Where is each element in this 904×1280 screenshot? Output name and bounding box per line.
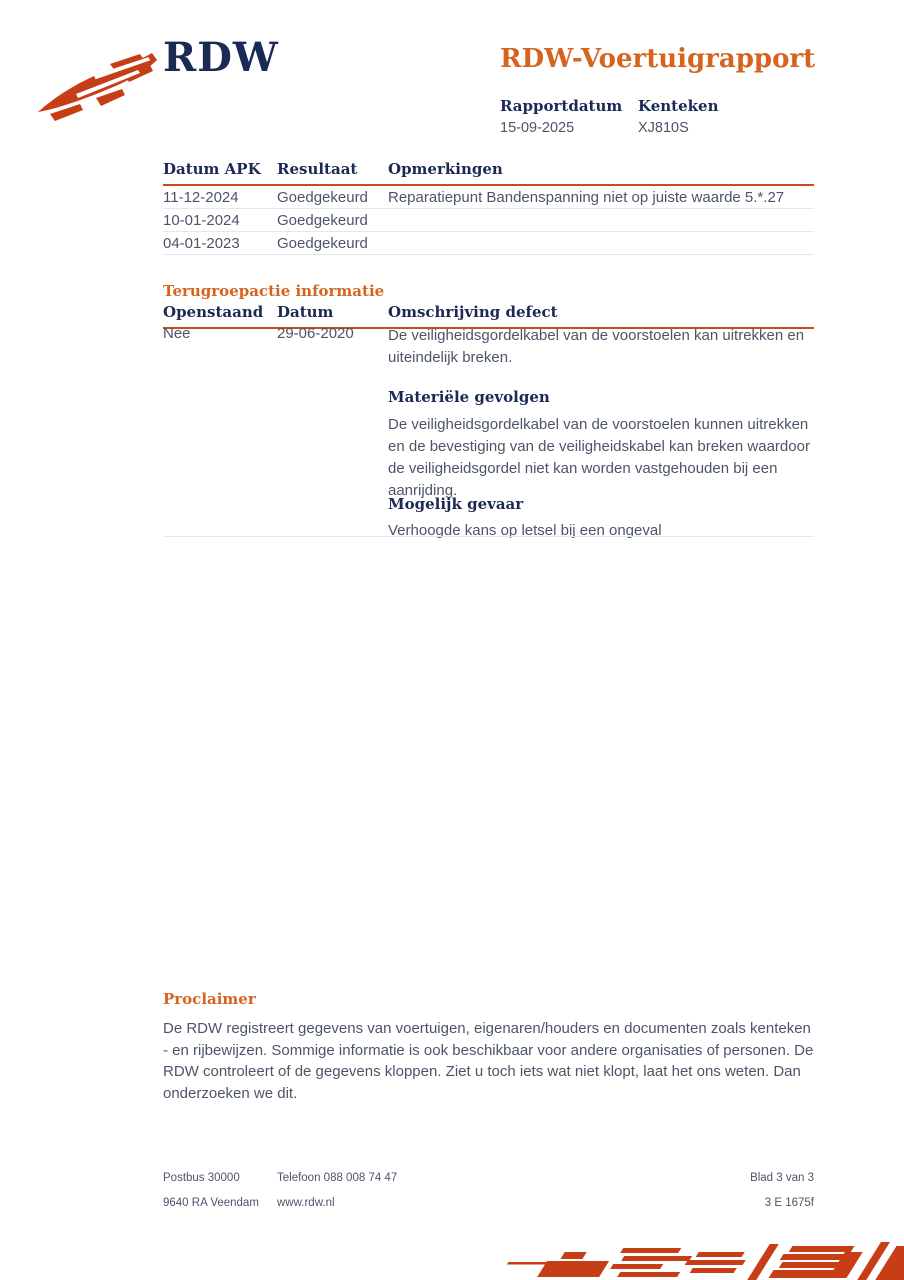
recall-col-header-omschrijving: Omschrijving defect [388,303,558,321]
table-row [163,209,814,232]
proclaimer-title: Proclaimer [163,990,256,1008]
table-row [163,232,814,255]
license-plate-block [638,97,718,136]
footer-row [163,1197,814,1209]
apk-date: 04-01-2023 [163,235,240,252]
apk-date: 11-12-2024 [163,189,239,206]
apk-remark [388,212,814,229]
table-row [163,186,814,209]
apk-col-header-resultaat: Resultaat [277,160,358,178]
possible-danger-block [388,495,823,542]
footer-city: 9640 RA Veendam [163,1197,259,1209]
page-title: RDW-Voertuigrapport [500,44,816,74]
license-plate-value: XJ810S [638,120,689,136]
apk-history-table [163,160,814,255]
report-date-label: Rapportdatum [500,97,623,115]
recall-open-status: Nee [163,325,191,342]
rdw-logo-wordmark: RDW [163,34,279,81]
apk-col-header-datum: Datum APK [163,160,261,178]
recall-section-title: Terugroepactie informatie [163,282,385,300]
footer-page-number: Blad 3 van 3 [750,1172,814,1184]
apk-date: 10-01-2024 [163,212,240,229]
speed-stripes-icon [504,1234,904,1280]
recall-defect-description: De veiligheidsgordelkabel van de voorstoelen kan uitrekken en uiteindelijk breken. [388,327,805,366]
rdw-feather-logo-icon [36,50,164,122]
recall-col-header-openstaand: Openstaand [163,303,264,321]
possible-danger-text: Verhoogde kans op letsel bij een ongeval [388,522,662,539]
apk-table-header-row [163,160,814,186]
apk-remark: Reparatiepunt Bandenspanning niet op juiste waarde 5.*.27 [388,189,785,206]
apk-result: Goedgekeurd [277,235,368,252]
report-date-value: 15-09-2025 [500,120,575,136]
license-plate-label: Kenteken [638,97,719,115]
material-consequences-text: De veiligheidsgordelkabel van de voorstoelen kunnen uitrekken en de bevestiging van de veiligheidskabel kan breken waardoor de veiligheidsgordel niet kan worden vastgehouden bij een aanrijding. [388,416,810,499]
proclaimer-text: De RDW registreert gegevens van voertuigen, eigenaren/houders en documenten zoals kenteken - en rijbewijzen. Sommige informatie is ook beschikbaar voor andere organisaties of personen. De RDW controleert of de gegevens kloppen. Ziet u toch iets wat niet klopt, laat het ons weten. Dan onderzoeken we dit. [163,1020,814,1102]
apk-result: Goedgekeurd [277,212,368,229]
apk-col-header-opmerkingen: Opmerkingen [388,160,503,178]
footer-phone: Telefoon 088 008 74 47 [277,1172,398,1184]
possible-danger-title: Mogelijk gevaar [388,495,524,513]
report-date-block [500,97,622,136]
recall-col-header-datum: Datum [277,303,334,321]
footer-website: www.rdw.nl [277,1197,335,1209]
page-footer [163,1172,814,1222]
table-row [163,325,814,369]
material-consequences-title: Materiële gevolgen [388,388,550,406]
apk-result: Goedgekeurd [277,189,368,206]
footer-postbus: Postbus 30000 [163,1172,240,1184]
footer-form-code: 3 E 1675f [764,1197,814,1209]
material-consequences-block [388,388,823,502]
footer-row [163,1172,814,1184]
apk-remark [388,235,814,252]
recall-date: 29-06-2020 [277,325,354,342]
section-divider [163,536,814,537]
